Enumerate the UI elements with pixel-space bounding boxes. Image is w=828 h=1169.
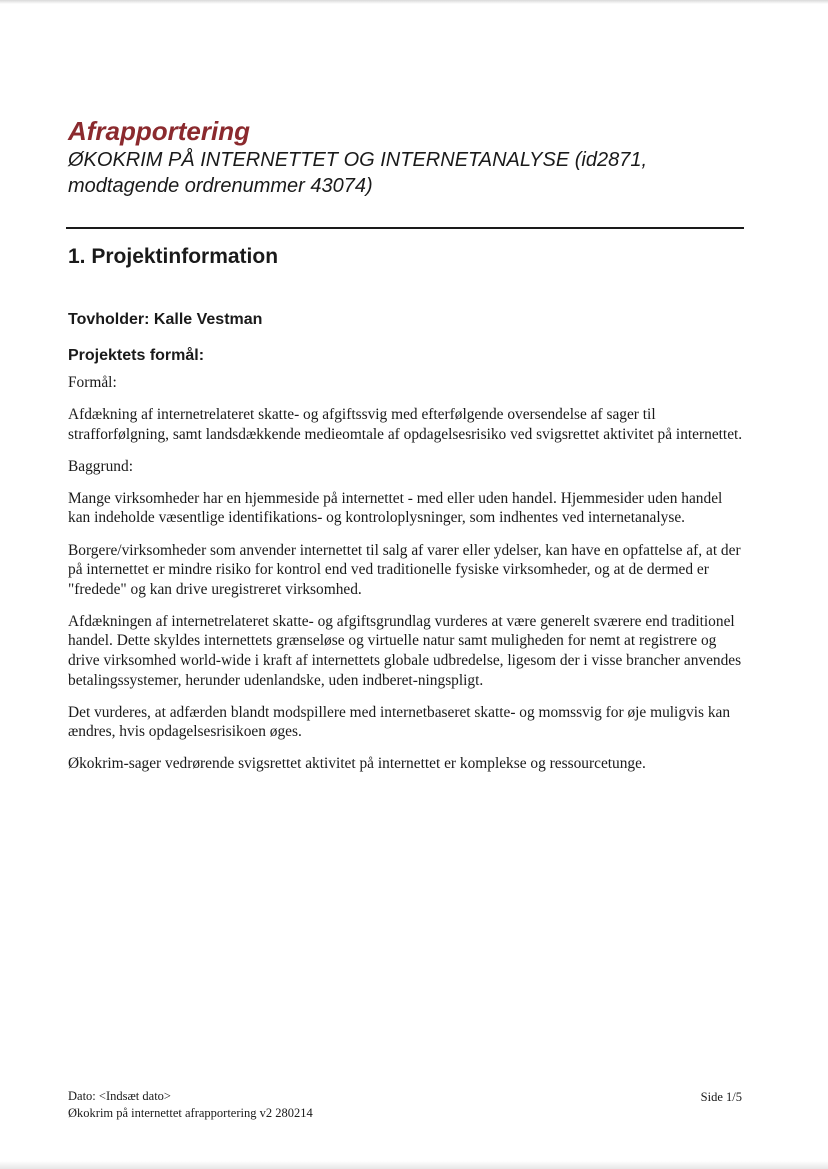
paragraph-background-1: Mange virksomheder har en hjemmeside på internettet - med eller uden handel. Hjemmesider uden handel kan indeholde væsentlige identifikations- og kontroloplysninger, som indhentes ved internetanalyse. xyxy=(68,489,723,527)
project-owner: Tovholder: Kalle Vestman xyxy=(68,311,263,328)
label-formaal: Formål: xyxy=(68,374,117,391)
subtitle-line-1: ØKOKRIM PÅ INTERNETTET OG INTERNETANALYSE (id2871, xyxy=(68,149,648,171)
page-top-edge xyxy=(0,0,828,4)
paragraph-purpose: Afdækning af internetrelateret skatte- og afgiftssvig med efterfølgende oversendelse af sager til strafforfølgning, samt landsdækkende medieomtale af opdagelsesrisiko ved svigsrettet aktivitet på internettet. xyxy=(68,406,743,443)
footer-info xyxy=(68,1088,313,1122)
section-heading: 1. Projektinformation xyxy=(68,245,279,268)
title-divider xyxy=(66,227,744,229)
footer-document-name: Økokrim på internettet afrapportering v2 280214 xyxy=(68,1106,313,1120)
label-baggrund: Baggrund: xyxy=(68,457,133,475)
paragraph-background-3: Afdækningen af internetrelateret skatte- og afgiftsgrundlag vurderes at være generelt sværere end traditionel handel. Dette skyldes internettets grænseløse og virtuelle natur samt muligheden for nemt at registrere og drive virksomhed world-wide i kraft af internettets globale udbredelse, ligesom der i visse brancher anvendes betalingssystemer, herunder udenlandske, uden indberet-ningspligt. xyxy=(68,612,742,689)
document-subtitle xyxy=(68,147,768,199)
page-bottom-edge xyxy=(0,1161,828,1169)
subtitle-line-2: modtagende ordrenummer 43074) xyxy=(68,175,373,197)
footer-date: Dato: <Indsæt dato> xyxy=(68,1089,171,1103)
page-number: Side 1/5 xyxy=(700,1090,742,1104)
document-title: Afrapportering xyxy=(68,116,250,146)
body-text xyxy=(68,373,744,787)
paragraph-background-5: Økokrim-sager vedrørende svigsrettet aktivitet på internettet er komplekse og ressourcetunge. xyxy=(68,755,646,773)
purpose-heading: Projektets formål: xyxy=(68,347,205,364)
paragraph-background-4: Det vurderes, at adfærden blandt modspillere med internetbaseret skatte- og momssvig for øje muligvis kan ændres, hvis opdagelsesrisikoen øges. xyxy=(68,703,731,741)
paragraph-background-2: Borgere/virksomheder som anvender internettet til salg af varer eller ydelser, kan have en opfattelse af, at der på internettet er mindre risiko for kontrol end ved traditionelle fysiske virksomheder, og at de dermed er "fredede" og kan drive uregistreret virksomhed. xyxy=(68,541,741,598)
